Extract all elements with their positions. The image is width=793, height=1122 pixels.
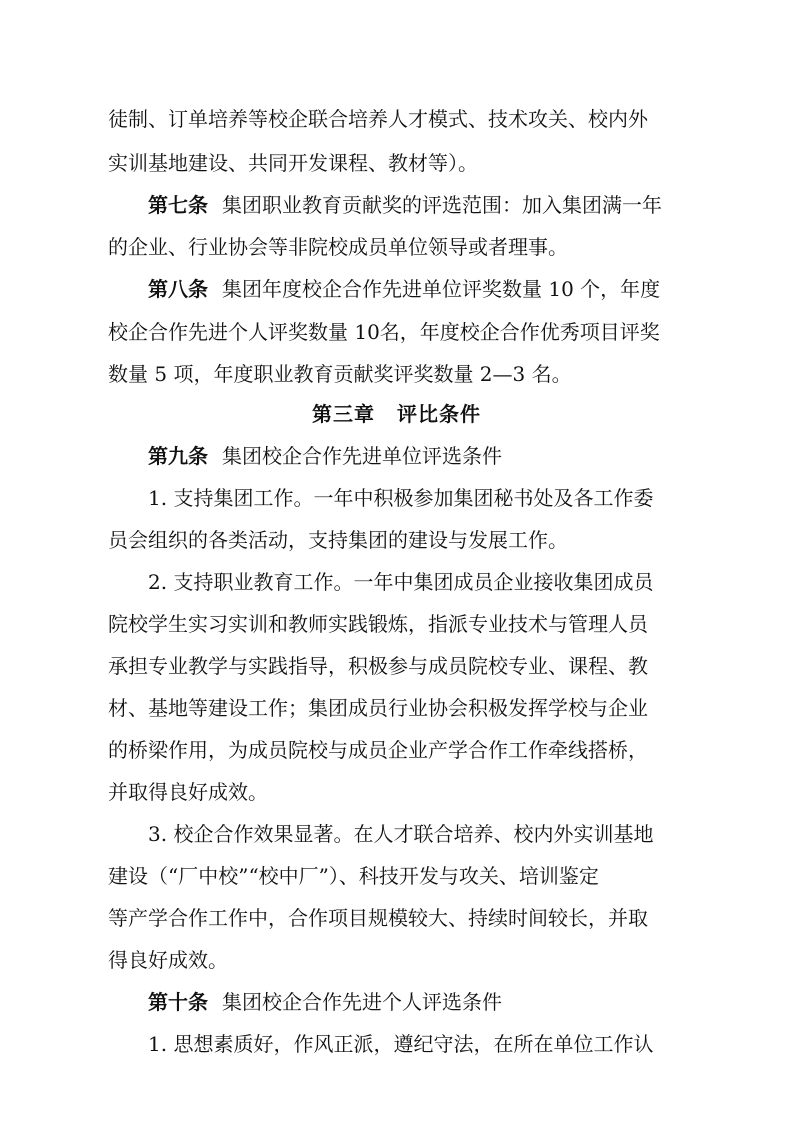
- chapter-title: 评比条件: [397, 402, 481, 426]
- article-line: [148, 442, 693, 470]
- article-number: 第八条: [148, 277, 208, 301]
- paragraph-line: 校企合作先进个人评奖数量 10名，年度校企合作优秀项目评奖: [108, 320, 660, 344]
- paragraph-line: 院校学生实习实训和教师实践锻炼，指派专业技术与管理人员: [108, 612, 648, 636]
- paragraph-line: 材、基地等建设工作；集团成员行业协会积极发挥学校与企业: [108, 696, 648, 720]
- paragraph-line: 数量 5 项，年度职业教育贡献奖评奖数量 2—3 名。: [108, 362, 572, 386]
- paragraph-line: 得良好成效。: [108, 948, 228, 972]
- paragraph-line: 3. 校企合作效果显著。在人才联合培养、校内外实训基地: [148, 822, 654, 846]
- paragraph-line: 建设（“厂中校”“校中厂”）、科技开发与攻关、培训鉴定: [108, 864, 599, 888]
- paragraph-line: 等产学合作工作中，合作项目规模较大、持续时间较长，并取: [108, 906, 648, 930]
- paragraph-line: 并取得良好成效。: [108, 780, 268, 804]
- article-text: 集团校企合作先进个人评选条件: [222, 990, 502, 1014]
- chapter-number: 第三章: [312, 402, 375, 426]
- article-text: 集团校企合作先进单位评选条件: [222, 444, 502, 468]
- article-number: 第七条: [148, 193, 208, 217]
- paragraph-line: 的企业、行业协会等非院校成员单位领导或者理事。: [108, 235, 568, 259]
- article-line: [148, 191, 693, 219]
- paragraph-line: 的桥梁作用，为成员院校与成员企业产学合作工作牵线搭桥，: [108, 738, 648, 762]
- article-line: [148, 988, 693, 1016]
- article-text: 集团职业教育贡献奖的评选范围：加入集团满一年: [222, 193, 662, 217]
- paragraph-line: 员会组织的各类活动，支持集团的建设与发展工作。: [108, 528, 568, 552]
- article-text: 集团年度校企合作先进单位评奖数量 10 个，年度: [222, 277, 661, 301]
- paragraph-line: 实训基地建设、共同开发课程、教材等）。: [108, 151, 478, 175]
- paragraph-line: 1. 支持集团工作。一年中积极参加集团秘书处及各工作委: [148, 486, 654, 510]
- chapter-heading: [0, 400, 793, 428]
- article-number: 第九条: [148, 444, 208, 468]
- article-line: [148, 275, 693, 303]
- paragraph-line: 徒制、订单培养等校企联合培养人才模式、技术攻关、校内外: [108, 107, 648, 131]
- paragraph-line: 1. 思想素质好，作风正派，遵纪守法，在所在单位工作认: [148, 1032, 654, 1056]
- paragraph-line: 2. 支持职业教育工作。一年中集团成员企业接收集团成员: [148, 570, 654, 594]
- article-number: 第十条: [148, 990, 208, 1014]
- paragraph-line: 承担专业教学与实践指导，积极参与成员院校专业、课程、教: [108, 654, 648, 678]
